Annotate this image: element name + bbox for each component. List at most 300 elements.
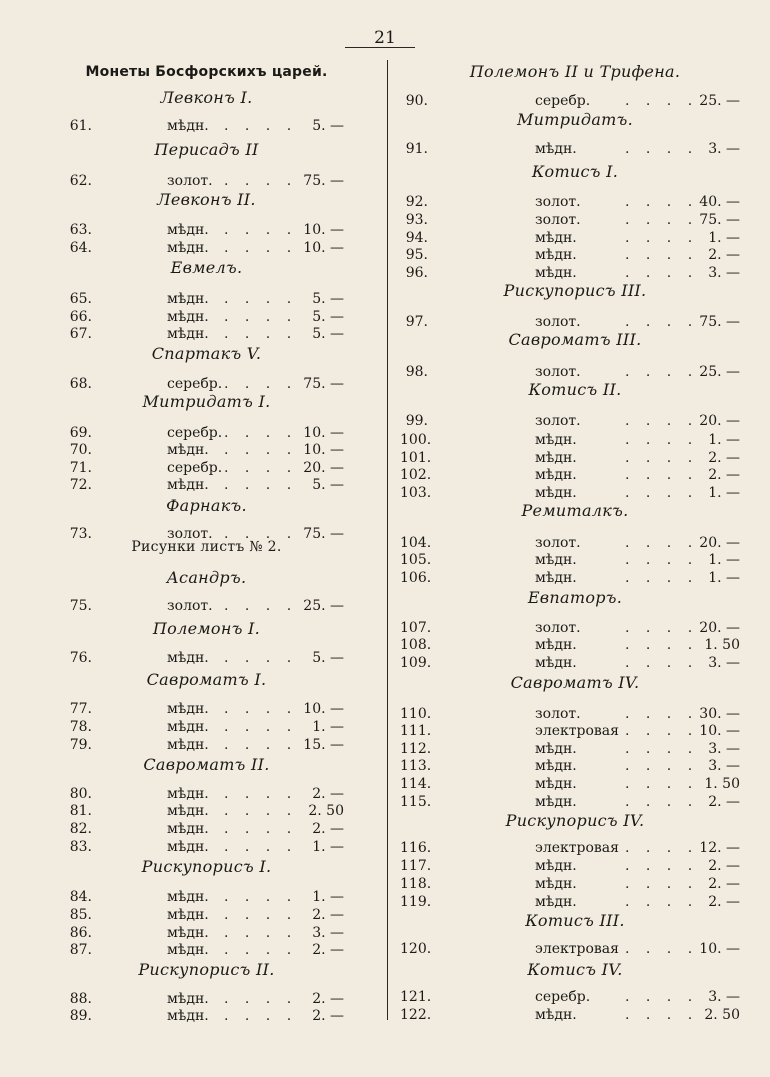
coin-entry [400,229,750,247]
ruler-heading: Асандръ. [166,568,247,587]
coin-entry [34,308,379,326]
lot-number: 91. [405,141,428,157]
metal-label: мѣдн. [535,858,577,874]
coin-entry [34,221,379,239]
metal-label: золот. [535,620,581,636]
lot-number: 88. [69,991,92,1007]
coin-entry [34,239,379,257]
coin-entry [34,459,379,477]
metal-label: мѣдн. [167,942,209,958]
price-value: 3. — [708,741,740,757]
lot-number: 80. [69,786,92,802]
coin-entry [34,290,379,308]
metal-label: мѣдн. [535,1007,577,1023]
metal-label: электровая [535,723,619,739]
coin-entry [400,412,750,430]
price-value: 20. — [303,460,344,476]
lot-number: 63. [69,222,92,238]
metal-label: электровая [535,840,619,856]
metal-label: мѣдн. [167,889,209,905]
lot-number: 98. [405,364,428,380]
coin-entry [400,534,750,552]
price-value: 1. — [708,570,740,586]
price-value: 5. — [312,326,344,342]
dot-leader: . . . . [625,265,699,281]
coin-entry [400,246,750,264]
coin-entry [34,375,379,393]
lot-number: 96. [405,265,428,281]
lot-number: 121. [400,989,432,1005]
coin-entry [400,893,750,911]
coin-entry [400,775,750,793]
coin-entry [400,484,750,502]
dot-leader: . . . . [625,989,699,1005]
coin-entry [34,172,379,190]
lot-number: 108. [400,637,432,653]
price-value: 1. — [708,432,740,448]
coin-entry [34,649,379,667]
metal-label: серебр. [535,93,591,109]
ruler-heading: Евпаторъ. [527,588,623,607]
dot-leader: . . . . [224,786,298,802]
metal-label: мѣдн. [167,737,209,753]
dot-leader: . . . . [625,620,699,636]
price-value: 75. — [303,526,344,542]
dot-leader: . . . . [625,314,699,330]
metal-label: мѣдн. [167,222,209,238]
price-value: 12. — [699,840,740,856]
lot-number: 83. [69,839,92,855]
price-value: 2. — [708,858,740,874]
dot-leader: . . . . [224,376,298,392]
price-value: 15. — [303,737,344,753]
metal-label: мѣдн. [167,786,209,802]
lot-number: 79. [69,737,92,753]
coin-entry [400,705,750,723]
lot-number: 78. [69,719,92,735]
price-value: 5. — [312,291,344,307]
price-value: 3. — [708,655,740,671]
coin-entry [34,990,379,1008]
coin-entry [34,1007,379,1025]
ruler-heading: Рискупорисъ III. [503,281,647,300]
coin-entry [34,924,379,942]
price-value: 2. — [312,942,344,958]
dot-leader: . . . . [224,889,298,905]
price-value: 10. — [699,941,740,957]
lot-number: 69. [69,425,92,441]
dot-leader: . . . . [625,467,699,483]
dot-leader: . . . . [224,425,298,441]
dot-leader: . . . . [625,485,699,501]
dot-leader: . . . . [224,942,298,958]
lot-number: 76. [69,650,92,666]
metal-label: мѣдн. [535,794,577,810]
lot-number: 100. [400,432,432,448]
metal-label: золот. [167,526,213,542]
dot-leader: . . . . [625,552,699,568]
lot-number: 110. [400,706,432,722]
coin-entry [400,988,750,1006]
lot-number: 73. [69,526,92,542]
price-value: 10. — [699,723,740,739]
price-value: 3. — [708,265,740,281]
lot-number: 101. [400,450,432,466]
dot-leader: . . . . [625,876,699,892]
coin-entry [400,431,750,449]
price-value: 5. — [312,118,344,134]
coin-entry [400,193,750,211]
price-value: 75. — [699,212,740,228]
lot-number: 62. [69,173,92,189]
dot-leader: . . . . [224,309,298,325]
lot-number: 115. [400,794,432,810]
dot-leader: . . . . [224,442,298,458]
lot-number: 77. [69,701,92,717]
price-value: 20. — [699,535,740,551]
metal-label: мѣдн. [535,741,577,757]
lot-number: 103. [400,485,432,501]
coin-entry [400,793,750,811]
dot-leader: . . . . [625,941,699,957]
ruler-heading: Рискупорисъ II. [138,960,275,979]
lot-number: 75. [69,598,92,614]
ruler-heading: Рискупорисъ I. [141,857,272,876]
price-value: 10. — [303,222,344,238]
lot-number: 105. [400,552,432,568]
metal-label: золот. [167,598,213,614]
coin-entry [34,117,379,135]
ruler-heading: Спартакъ V. [151,344,262,363]
lot-number: 118. [400,876,432,892]
price-value: 10. — [303,425,344,441]
lot-number: 94. [405,230,428,246]
ruler-heading: Савроматъ I. [146,670,267,689]
dot-leader: . . . . [625,194,699,210]
dot-leader: . . . . [625,741,699,757]
metal-label: мѣдн. [167,907,209,923]
dot-leader: . . . . [224,650,298,666]
metal-label: мѣдн. [535,552,577,568]
coin-entry [400,140,750,158]
dot-leader: . . . . [625,364,699,380]
dot-leader: . . . . [224,803,298,819]
metal-label: серебр. [535,989,591,1005]
metal-label: мѣдн. [167,442,209,458]
metal-label: мѣдн. [167,326,209,342]
price-value: 20. — [699,620,740,636]
top-rule [345,47,415,48]
lot-number: 90. [405,93,428,109]
lot-number: 95. [405,247,428,263]
dot-leader: . . . . [625,894,699,910]
metal-label: мѣдн. [167,477,209,493]
lot-number: 102. [400,467,432,483]
coin-entry [34,802,379,820]
lot-number: 97. [405,314,428,330]
coin-entry [34,838,379,856]
lot-number: 67. [69,326,92,342]
dot-leader: . . . . [224,991,298,1007]
metal-label: мѣдн. [167,240,209,256]
plate-note: Рисунки листъ № 2. [131,539,282,555]
price-value: 2. — [708,450,740,466]
price-value: 10. — [303,442,344,458]
coin-entry [400,363,750,381]
coin-entry [400,839,750,857]
lot-number: 120. [400,941,432,957]
metal-label: мѣдн. [535,894,577,910]
coin-entry [400,857,750,875]
price-value: 2. 50 [308,803,344,819]
lot-number: 109. [400,655,432,671]
metal-label: мѣдн. [167,701,209,717]
coin-entry [400,740,750,758]
dot-leader: . . . . [625,230,699,246]
dot-leader: . . . . [224,839,298,855]
dot-leader: . . . . [224,173,298,189]
price-value: 1. — [708,552,740,568]
price-value: 5. — [312,309,344,325]
metal-label: мѣдн. [167,991,209,1007]
metal-label: мѣдн. [535,450,577,466]
metal-label: золот. [535,212,581,228]
metal-label: мѣдн. [167,118,209,134]
dot-leader: . . . . [625,794,699,810]
ruler-heading: Савроматъ II. [143,755,270,774]
metal-label: мѣдн. [167,821,209,837]
metal-label: мѣдн. [167,925,209,941]
metal-label: мѣдн. [535,655,577,671]
dot-leader: . . . . [224,118,298,134]
price-value: 2. — [708,794,740,810]
lot-number: 93. [405,212,428,228]
price-value: 20. — [699,413,740,429]
coin-entry [34,476,379,494]
coin-entry [34,736,379,754]
price-value: 2. — [312,821,344,837]
coin-entry [34,718,379,736]
lot-number: 65. [69,291,92,307]
lot-number: 89. [69,1008,92,1024]
coin-entry [400,654,750,672]
price-value: 25. — [303,598,344,614]
price-value: 1. 50 [704,637,740,653]
price-value: 3. — [708,141,740,157]
metal-label: мѣдн. [167,719,209,735]
lot-number: 68. [69,376,92,392]
price-value: 2. — [708,247,740,263]
coin-entry [34,441,379,459]
lot-number: 64. [69,240,92,256]
dot-leader: . . . . [224,719,298,735]
coin-entry [400,875,750,893]
lot-number: 122. [400,1007,432,1023]
ruler-heading: Полемонъ I. [152,619,261,638]
lot-number: 66. [69,309,92,325]
metal-label: золот. [535,413,581,429]
coin-entry [34,785,379,803]
ruler-heading: Митридатъ I. [142,392,271,411]
metal-label: мѣдн. [535,247,577,263]
coin-entry [400,940,750,958]
dot-leader: . . . . [224,477,298,493]
dot-leader: . . . . [625,723,699,739]
metal-label: мѣдн. [535,776,577,792]
metal-label: мѣдн. [167,309,209,325]
coin-entry [34,424,379,442]
price-value: 2. — [312,786,344,802]
dot-leader: . . . . [625,247,699,263]
metal-label: мѣдн. [535,758,577,774]
price-value: 25. — [699,364,740,380]
lot-number: 81. [69,803,92,819]
metal-label: мѣдн. [167,803,209,819]
dot-leader: . . . . [224,460,298,476]
lot-number: 107. [400,620,432,636]
lot-number: 117. [400,858,432,874]
dot-leader: . . . . [625,413,699,429]
metal-label: мѣдн. [167,650,209,666]
lot-number: 72. [69,477,92,493]
dot-leader: . . . . [625,1007,699,1023]
coin-entry [400,569,750,587]
dot-leader: . . . . [625,450,699,466]
metal-label: мѣдн. [535,141,577,157]
coin-entry [400,1006,750,1024]
lot-number: 99. [405,413,428,429]
coin-entry [400,619,750,637]
ruler-heading: Савроматъ IV. [510,673,640,692]
coin-entry [34,325,379,343]
price-value: 75. — [699,314,740,330]
dot-leader: . . . . [625,776,699,792]
price-value: 1. — [312,839,344,855]
coin-entry [34,906,379,924]
dot-leader: . . . . [625,706,699,722]
price-value: 10. — [303,240,344,256]
coin-entry [400,757,750,775]
lot-number: 119. [400,894,432,910]
ruler-heading: Перисадъ II [154,140,259,159]
metal-label: мѣдн. [167,1008,209,1024]
dot-leader: . . . . [224,326,298,342]
metal-label: золот. [535,364,581,380]
ruler-heading: Фарнакъ. [166,496,247,515]
metal-label: серебр. [167,425,223,441]
page-number: 21 [374,28,396,48]
coin-entry [400,551,750,569]
coin-entry [34,700,379,718]
lot-number: 70. [69,442,92,458]
lot-number: 92. [405,194,428,210]
dot-leader: . . . . [224,526,298,542]
dot-leader: . . . . [224,291,298,307]
lot-number: 113. [400,758,432,774]
price-value: 2. 50 [704,1007,740,1023]
coin-entry [34,820,379,838]
dot-leader: . . . . [625,141,699,157]
lot-number: 82. [69,821,92,837]
price-value: 30. — [699,706,740,722]
metal-label: мѣдн. [535,876,577,892]
price-value: 5. — [312,650,344,666]
lot-number: 111. [400,723,432,739]
metal-label: мѣдн. [535,265,577,281]
price-value: 75. — [303,376,344,392]
price-value: 3. — [708,989,740,1005]
coin-entry [400,636,750,654]
lot-number: 116. [400,840,432,856]
dot-leader: . . . . [224,240,298,256]
metal-label: мѣдн. [535,570,577,586]
dot-leader: . . . . [224,1008,298,1024]
ruler-heading: Котисъ II. [528,380,622,399]
dot-leader: . . . . [224,222,298,238]
metal-label: мѣдн. [167,291,209,307]
metal-label: серебр. [167,460,223,476]
dot-leader: . . . . [224,737,298,753]
ruler-heading: Котисъ III. [525,911,625,930]
price-value: 3. — [708,758,740,774]
metal-label: мѣдн. [535,230,577,246]
page-title: Монеты Босфорскихъ царей. [85,64,328,80]
price-value: 2. — [708,876,740,892]
dot-leader: . . . . [224,598,298,614]
dot-leader: . . . . [224,701,298,717]
ruler-heading: Рискупорисъ IV. [505,811,645,830]
price-value: 2. — [708,894,740,910]
ruler-heading: Котисъ I. [531,162,619,181]
lot-number: 114. [400,776,432,792]
coin-entry [400,92,750,110]
coin-entry [400,466,750,484]
lot-number: 86. [69,925,92,941]
metal-label: золот. [535,314,581,330]
price-value: 1. — [708,230,740,246]
ruler-heading: Савроматъ III. [508,330,642,349]
dot-leader: . . . . [625,570,699,586]
price-value: 25. — [699,93,740,109]
price-value: 1. — [708,485,740,501]
metal-label: мѣдн. [167,839,209,855]
price-value: 10. — [303,701,344,717]
ruler-heading: Митридатъ. [516,110,633,129]
price-value: 5. — [312,477,344,493]
coin-entry [400,264,750,282]
ruler-heading: Евмелъ. [170,258,243,277]
price-value: 2. — [312,1008,344,1024]
ruler-heading: Левконъ I. [160,88,253,107]
coin-entry [34,888,379,906]
dot-leader: . . . . [224,907,298,923]
coin-entry [400,211,750,229]
lot-number: 106. [400,570,432,586]
lot-number: 71. [69,460,92,476]
column-divider [387,60,388,1020]
metal-label: электровая [535,941,619,957]
metal-label: серебр. [167,376,223,392]
metal-label: мѣдн. [535,467,577,483]
dot-leader: . . . . [625,432,699,448]
ruler-heading: Котисъ IV. [527,960,623,979]
price-value: 75. — [303,173,344,189]
coin-entry [400,722,750,740]
dot-leader: . . . . [625,655,699,671]
price-value: 3. — [312,925,344,941]
price-value: 2. — [312,907,344,923]
dot-leader: . . . . [625,758,699,774]
